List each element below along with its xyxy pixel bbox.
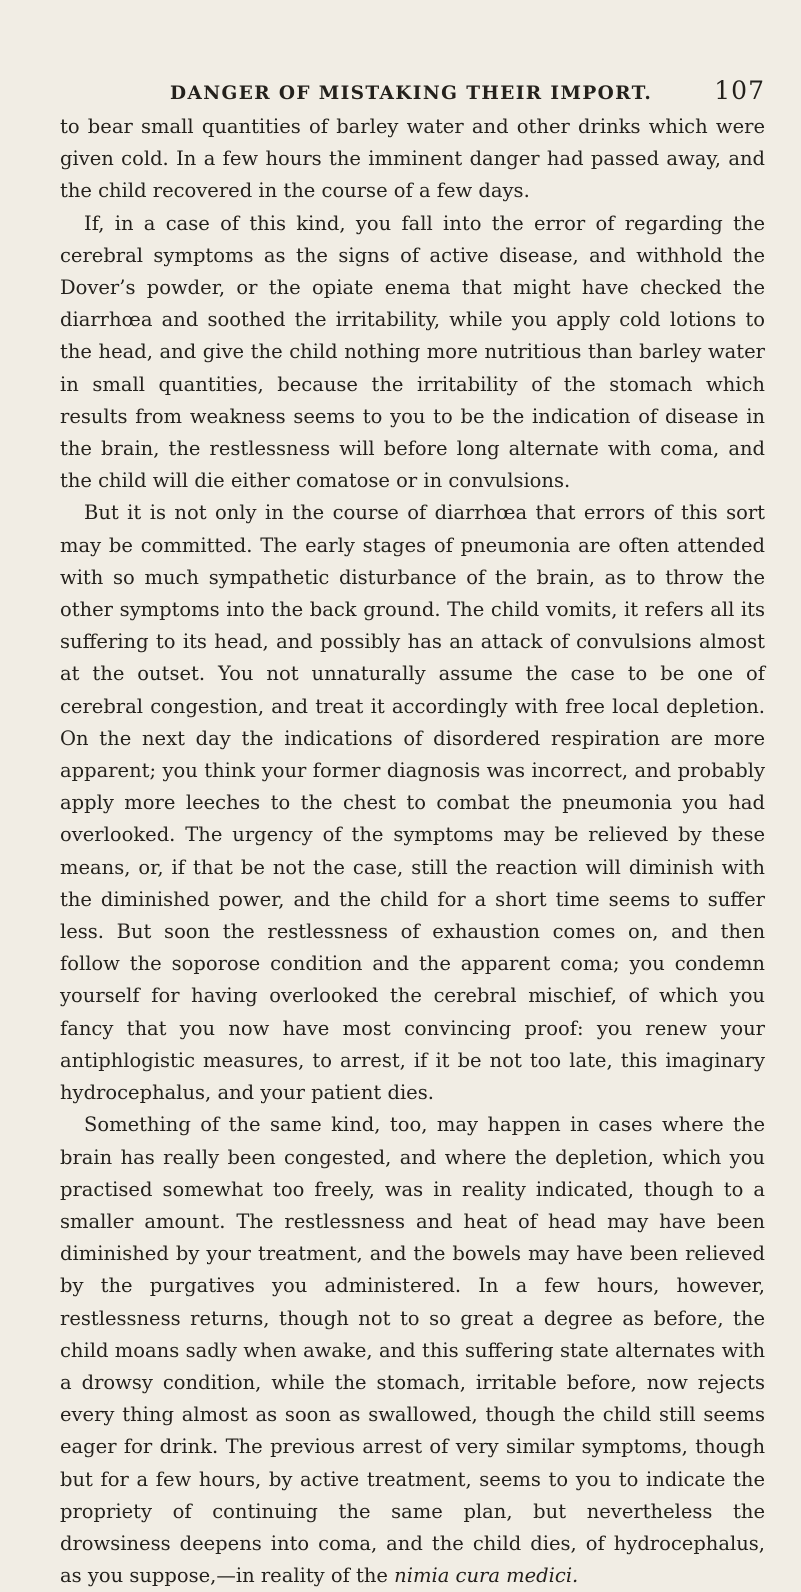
running-title: DANGER OF MISTAKING THEIR IMPORT.: [170, 83, 653, 104]
paragraph-continuation: to bear small quantities of barley water and other drinks which were given cold. In a few hours the imminent danger had passed away, and the child recovered in the course of a few days.: [60, 115, 765, 203]
paragraph-final: [60, 1109, 765, 1592]
paragraph: If, in a case of this kind, you fall into the error of regarding the cerebral symptoms as the signs of active disease, and withhold the Dover’s powder, or the opiate enema that might have checked the diarrhœa and soothed the irritability, while you apply cold lotions to the head, and give the child nothing more nutritious than barley water in small quantities, because the irritability of the stomach which results from weakness seems to you to be the indication of disease in the brain, the restlessness will before long alternate with coma, and the child will die either comatose or in convulsions.: [60, 211, 765, 493]
running-head: [170, 76, 765, 108]
page-number: 107: [714, 76, 765, 105]
paragraph: But it is not only in the course of diarrhœa that errors of this sort may be committed. The early stages of pneumonia are often attended with so much sympathetic disturbance of the brain, as to throw the other symptoms into the back ground. The child vomits, it refers all its suffering to its head, and possibly has an attack of convulsions almost at the outset. You not unnaturally assume the case to be one of cerebral congestion, and treat it accordingly with free local depletion. On the next day the indications of disordered respiration are more apparent; you think your former diagnosis was incorrect, and probably apply more leeches to the chest to combat the pneumonia you had overlooked. The urgency of the symptoms may be relieved by these means, or, if that be not the case, still the reaction will diminish with the diminished power, and the child for a short time seems to suffer less. But soon the restlessness of exhaustion comes on, and then follow the soporose condition and the apparent coma; you condemn yourself for having overlooked the cerebral mischief, of which you fancy that you now have most convincing proof: you renew your antiphlogistic measures, to arrest, if it be not too late, this imaginary hydrocephalus, and your patient dies.: [60, 501, 765, 1105]
body-text: [60, 111, 765, 1592]
latin-phrase: nimia cura medici.: [394, 1564, 579, 1588]
paragraph-text: Something of the same kind, too, may happen in cases where the brain has really been congested, and where the depletion, which you practised somewhat too freely, was in reality indicated, though to a smaller amount. The restlessness and heat of head may have been diminished by your treatment, and the bowels may have been relieved by the purgatives you administered. In a few hours, however, restlessness returns, though not to so great a degree as before, the child moans sadly when awake, and this suffering state alternates with a drowsy condition, while the stomach, irritable before, now rejects every thing almost as soon as swallowed, though the child still seems eager for drink. The previous arrest of very similar symptoms, though but for a few hours, by active treatment, seems to you to indicate the propriety of continuing the same plan, but nevertheless the drowsiness deepens into coma, and the child dies, of hydrocephalus, as you suppose,—in reality of the: [60, 1113, 765, 1588]
